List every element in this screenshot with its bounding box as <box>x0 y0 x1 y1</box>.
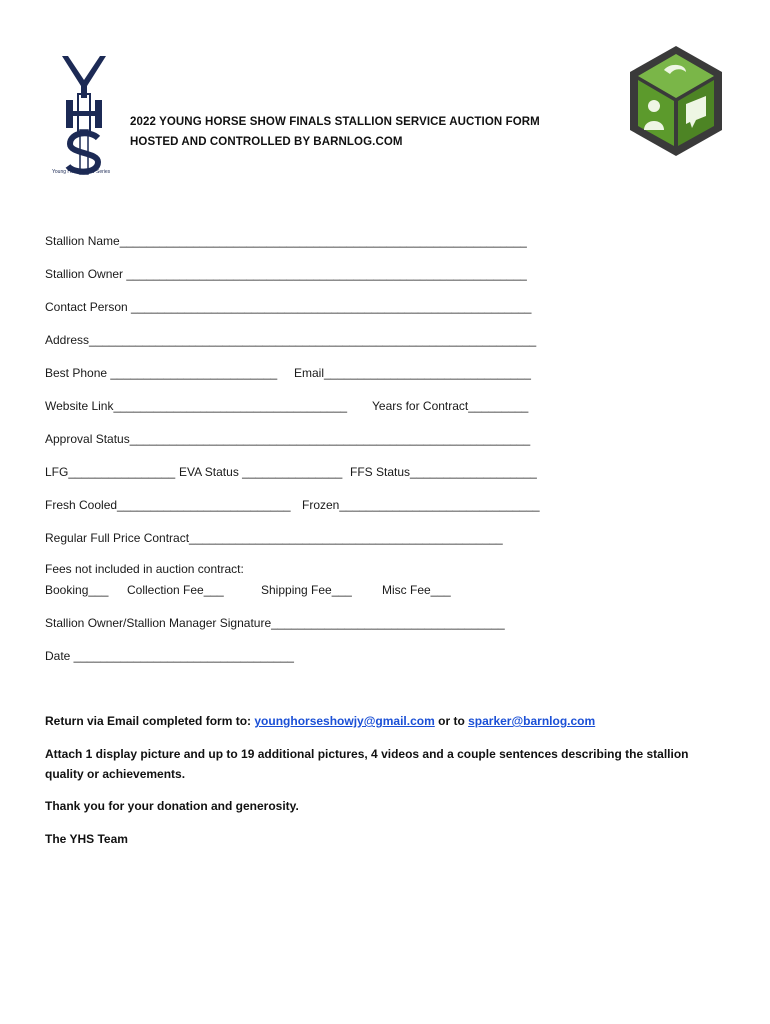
stallion-name-field[interactable]: Stallion Name_____________________________________________________________ <box>45 234 527 248</box>
website-link-field[interactable]: Website Link___________________________________ <box>45 399 348 413</box>
yhs-logo-caption: Young Horse Show Series <box>52 169 111 175</box>
address-field[interactable]: Address___________________________________________________________________ <box>45 333 537 347</box>
return-instructions <box>45 714 595 728</box>
email-field[interactable]: Email_______________________________ <box>294 366 531 380</box>
booking-field[interactable]: Booking___ <box>45 583 109 597</box>
team-signoff: The YHS Team <box>45 832 128 846</box>
yhs-logo <box>56 50 112 180</box>
attach-instructions-line1: Attach 1 display picture and up to 19 additional pictures, 4 videos and a couple sentences describing the stallion <box>45 747 689 761</box>
signature-field[interactable]: Stallion Owner/Stallion Manager Signature___________________________________ <box>45 616 505 630</box>
years-for-contract-field[interactable]: Years for Contract_________ <box>372 399 529 413</box>
collection-fee-field[interactable]: Collection Fee___ <box>127 583 224 597</box>
stallion-owner-field[interactable]: Stallion Owner ____________________________________________________________ <box>45 267 527 281</box>
or-text: or to <box>434 714 469 728</box>
email-link-barnlog[interactable]: sparker@barnlog.com <box>468 714 596 728</box>
fees-heading: Fees not included in auction contract: <box>45 562 244 576</box>
attach-instructions-line2: quality or achievements. <box>45 767 186 781</box>
contact-person-field[interactable]: Contact Person ____________________________________________________________ <box>45 300 532 314</box>
fresh-cooled-field[interactable]: Fresh Cooled__________________________ <box>45 498 291 512</box>
thank-you-text: Thank you for your donation and generosity. <box>45 799 299 813</box>
form-title-line2: HOSTED AND CONTROLLED BY BARNLOG.COM <box>130 136 403 148</box>
return-prefix: Return via Email completed form to: <box>45 714 255 728</box>
approval-status-field[interactable]: Approval Status____________________________________________________________ <box>45 432 531 446</box>
ffs-status-field[interactable]: FFS Status___________________ <box>350 465 537 479</box>
lfg-field[interactable]: LFG________________ <box>45 465 176 479</box>
best-phone-field[interactable]: Best Phone _________________________ <box>45 366 278 380</box>
eva-status-field[interactable]: EVA Status _______________ <box>179 465 343 479</box>
misc-fee-field[interactable]: Misc Fee___ <box>382 583 451 597</box>
barnlog-cube-logo <box>626 44 726 158</box>
date-field[interactable]: Date _________________________________ <box>45 649 294 663</box>
shipping-fee-field[interactable]: Shipping Fee___ <box>261 583 352 597</box>
frozen-field[interactable]: Frozen______________________________ <box>302 498 540 512</box>
regular-price-field[interactable]: Regular Full Price Contract_______________________________________________ <box>45 531 503 545</box>
email-link-yhs[interactable]: younghorseshowjy@gmail.com <box>254 714 435 728</box>
form-title-line1: 2022 YOUNG HORSE SHOW FINALS STALLION SERVICE AUCTION FORM <box>130 116 540 128</box>
